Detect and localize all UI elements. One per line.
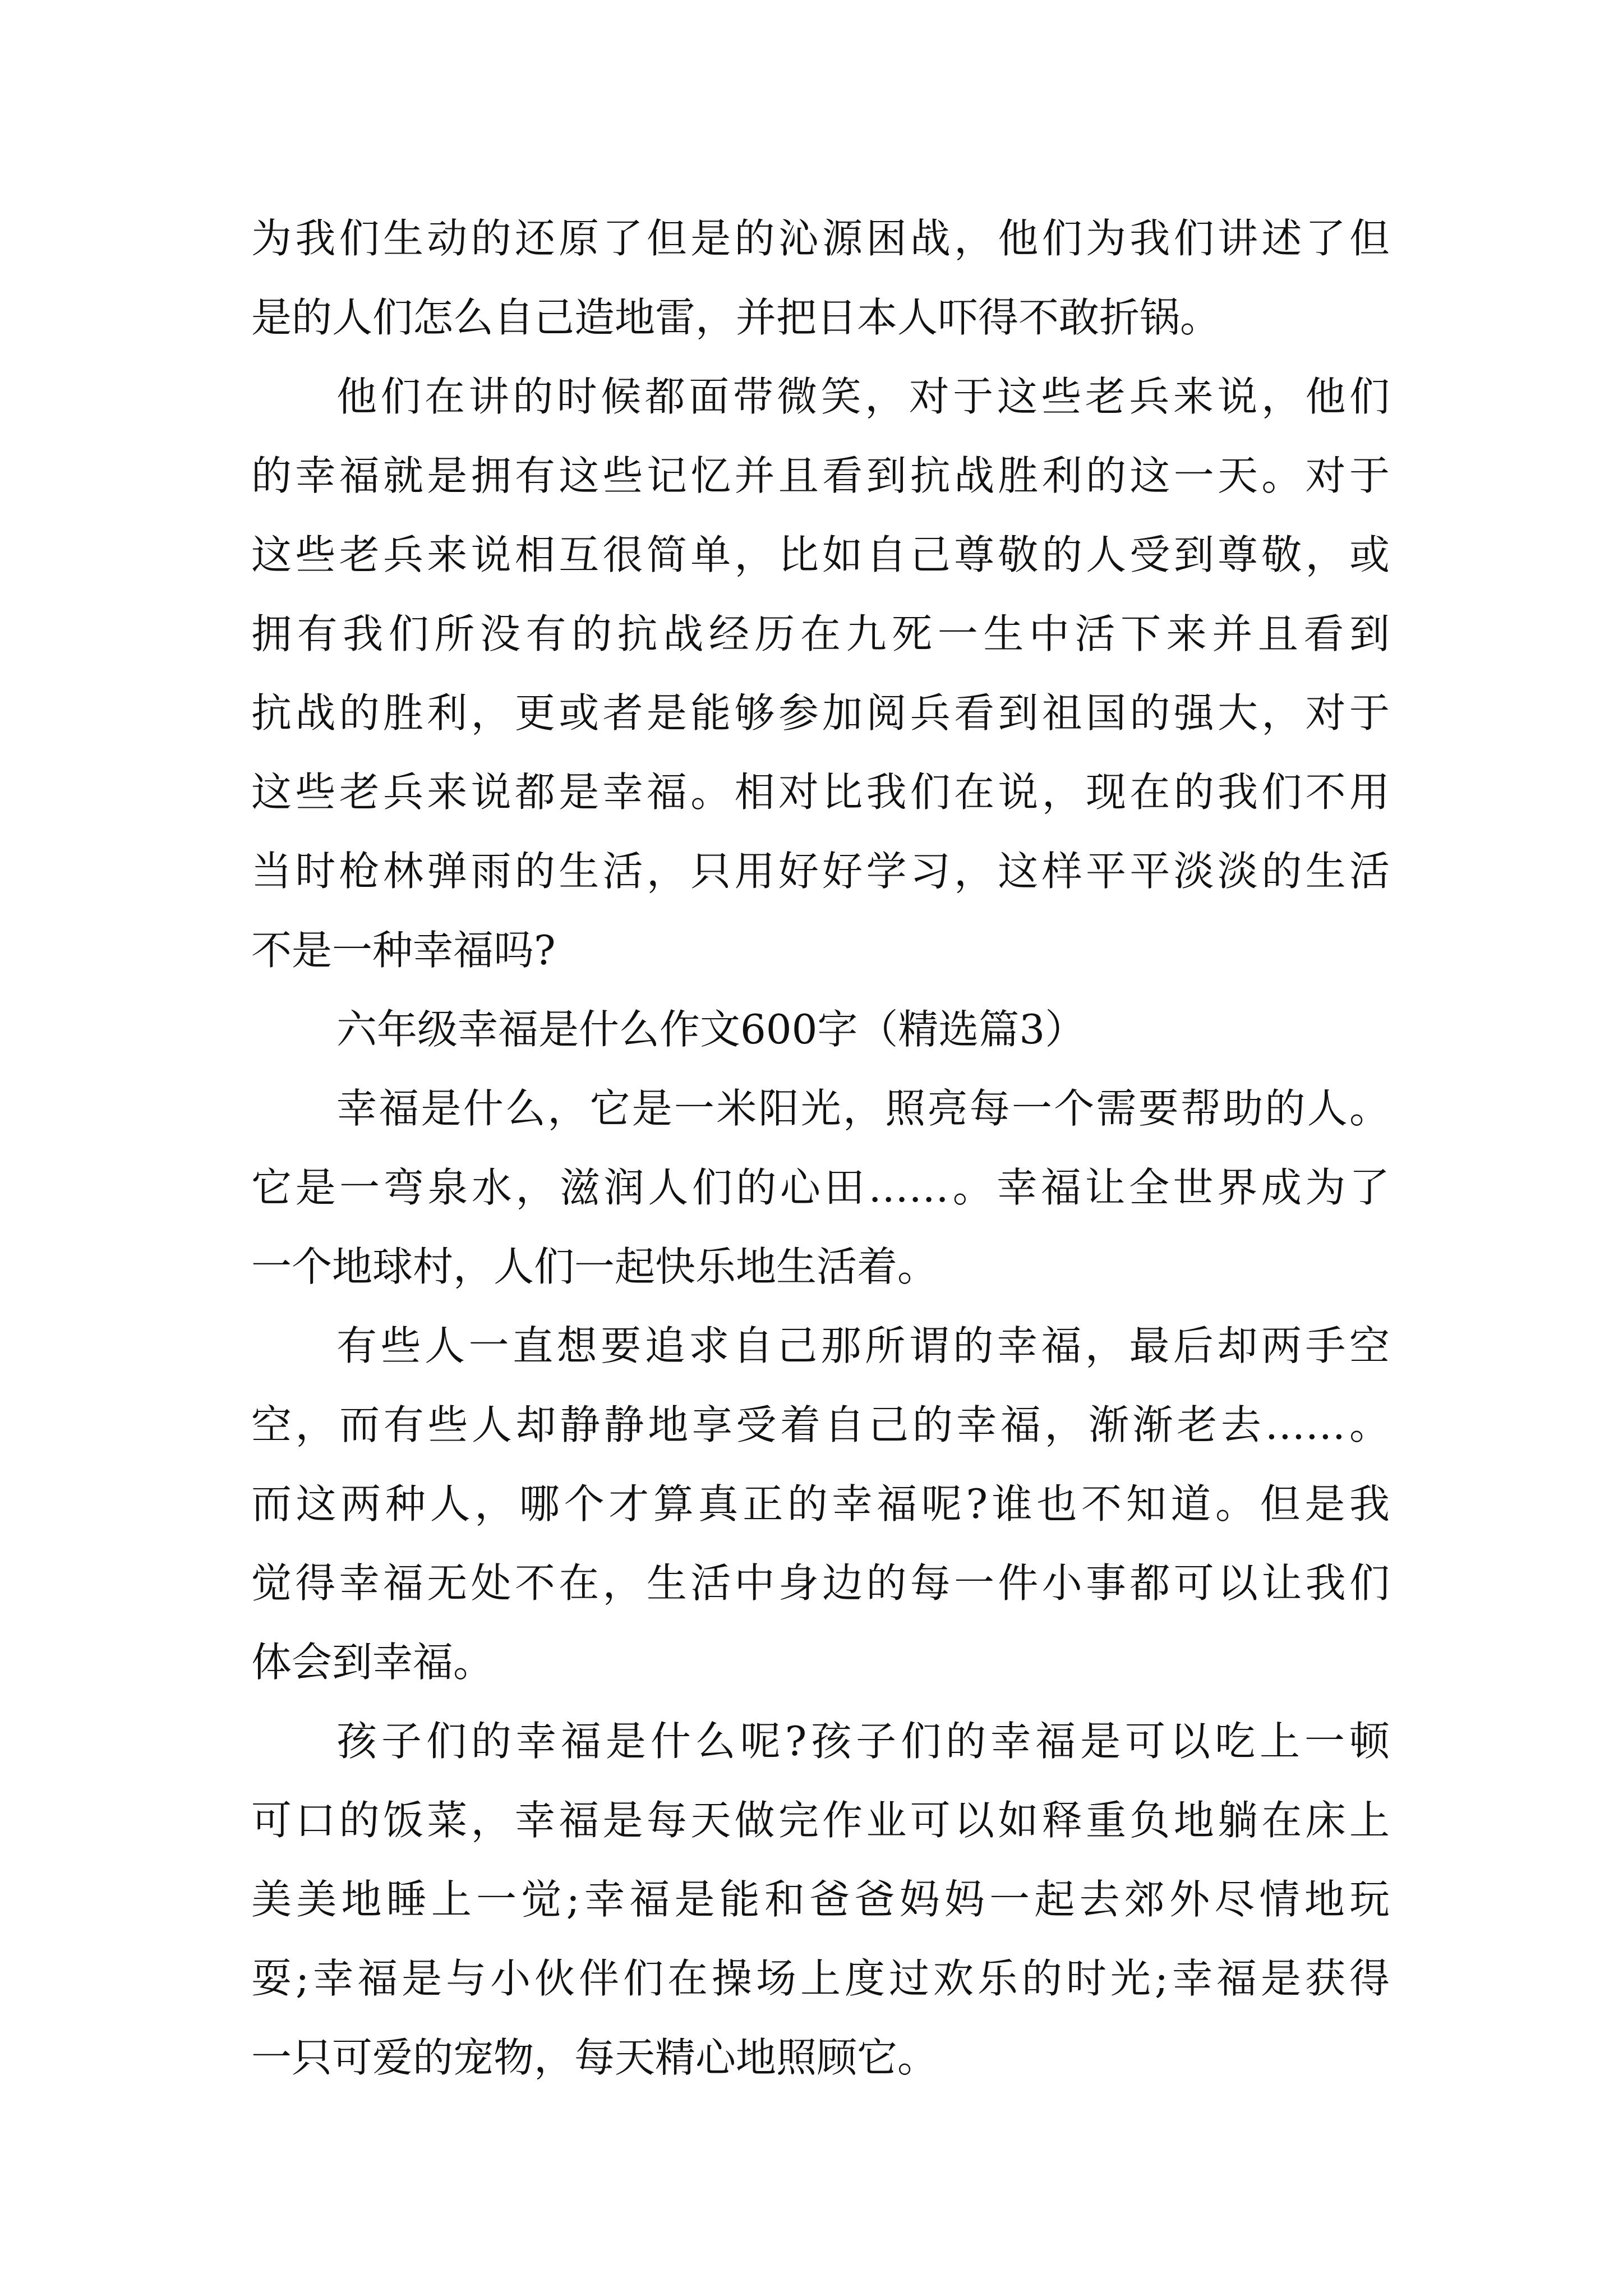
text-line: 而这两种人，哪个才算真正的幸福呢?谁也不知道。但是我 [251, 1480, 1390, 1527]
text-line: 可口的饭菜，幸福是每天做完作业可以如释重负地躺在床上 [251, 1797, 1390, 1844]
paragraph-start-line: 孩子们的幸福是什么呢?孩子们的幸福是可以吃上一顿 [336, 1718, 1390, 1765]
text-line: 这些老兵来说相互很简单，比如自己尊敬的人受到尊敬，或 [251, 531, 1390, 578]
text-line: 为我们生动的还原了但是的沁源困战，他们为我们讲述了但 [251, 215, 1390, 262]
text-line: 体会到幸福。 [251, 1639, 494, 1686]
paragraph-start-line: 有些人一直想要追求自己那所谓的幸福，最后却两手空 [336, 1322, 1390, 1369]
paragraph-start-line: 他们在讲的时候都面带微笑，对于这些老兵来说，他们 [336, 373, 1390, 420]
text-line: 一个地球村，人们一起快乐地生活着。 [251, 1243, 938, 1290]
text-line: 美美地睡上一觉;幸福是能和爸爸妈妈一起去郊外尽情地玩 [251, 1876, 1390, 1923]
text-line: 当时枪林弹雨的生活，只用好好学习，这样平平淡淡的生活 [251, 848, 1390, 895]
text-line: 这些老兵来说都是幸福。相对比我们在说，现在的我们不用 [251, 769, 1390, 816]
text-line: 是的人们怎么自己造地雷，并把日本人吓得不敢折锅。 [251, 294, 1221, 341]
text-line: 一只可爱的宠物，每天精心地照顾它。 [251, 2034, 938, 2081]
text-line: 空，而有些人却静静地享受着自己的幸福，渐渐老去……。 [251, 1401, 1390, 1448]
text-line: 抗战的胜利，更或者是能够参加阅兵看到祖国的强大，对于 [251, 689, 1390, 737]
text-line: 拥有我们所没有的抗战经历在九死一生中活下来并且看到 [251, 610, 1390, 657]
paragraph-start-line: 幸福是什么，它是一米阳光，照亮每一个需要帮助的人。 [336, 1085, 1390, 1132]
article-body [251, 199, 1390, 2097]
text-line: 的幸福就是拥有这些记忆并且看到抗战胜利的这一天。对于 [251, 452, 1390, 499]
text-line: 耍;幸福是与小伙伴们在操场上度过欢乐的时光;幸福是获得 [251, 1955, 1390, 2002]
text-line: 觉得幸福无处不在，生活中身边的每一件小事都可以让我们 [251, 1559, 1390, 1607]
text-line: 它是一弯泉水，滋润人们的心田……。幸福让全世界成为了 [251, 1164, 1390, 1211]
section-heading: 六年级幸福是什么作文600字（精选篇3） [336, 1006, 1086, 1053]
text-line: 不是一种幸福吗? [251, 927, 556, 974]
